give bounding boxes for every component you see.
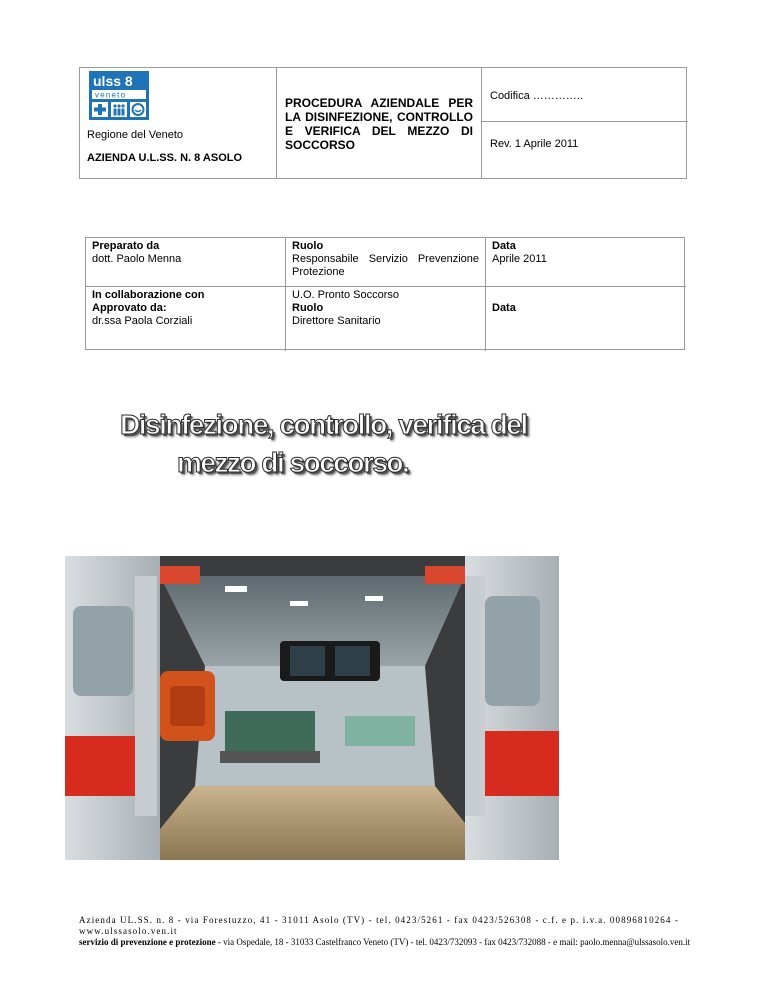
approval-table [85,237,685,350]
footer-line-1: Azienda UL.SS. n. 8 - via Forestuzzo, 41 - 31011 Asolo (TV) - tel. 0423/5261 - fax 0423/526308 - c.f. e p. i.v.a. 00896810264 - [79,915,679,925]
collab-value: U.O. Pronto Soccorso [292,289,399,301]
title-line-1: Disinfezione, controllo, verifica del [120,409,527,440]
region-name: Regione del Veneto [87,129,184,141]
title-line-2: mezzo di soccorso. [177,447,409,478]
footer-line-3 [79,937,759,948]
collab-label: In collaborazione con [92,289,205,301]
approved-name: dr.ssa Paola Corziali [92,315,193,327]
date2-label: Data [492,302,516,314]
header-table [79,67,687,179]
footer-website: www.ulssasolo.ven.it [79,926,178,936]
family-icon [111,102,127,117]
prepared-name: dott. Paolo Menna [92,253,182,265]
date-label: Data [492,240,516,252]
ambulance-interior-photo [65,556,559,860]
role2-label: Ruolo [292,302,324,314]
document-title [120,406,660,482]
footer-service-contacts: - via Ospedale, 18 - 31033 Castelfranco Veneto (TV) - tel. 0423/732093 - fax 0423/732088 - e mail: paolo.menna@ulssasolo.ven.it [215,937,691,947]
azienda-name: AZIENDA U.L.SS. N. 8 ASOLO [87,152,243,164]
codifica-cell [482,68,688,122]
procedure-title: PROCEDURA AZIENDALE PER LA DISINFEZIONE, CONTROLLO E VERIFICA DEL MEZZO DI SOCCORSO [285,96,473,152]
date-value: Aprile 2011 [492,253,547,265]
date-cell [486,238,686,287]
header-middle-cell [277,68,482,178]
role-value: Responsabile Servizio Prevenzione Protezione [292,253,479,278]
plus-icon [92,102,108,117]
approved-label: Approvato da: [92,302,167,314]
footer [79,915,759,948]
role-label: Ruolo [292,240,324,252]
svg-text:veneto: veneto [95,90,127,100]
svg-text:ulss 8: ulss 8 [93,73,133,89]
date2-cell [486,287,686,351]
role-cell [286,238,486,287]
header-right-cell [482,68,688,178]
codifica-label: Codifica ………….. [490,90,583,102]
approved-cell [86,287,286,351]
smile-icon [130,102,146,117]
role2-value: Direttore Sanitario [292,315,381,327]
revision-label: Rev. 1 Aprile 2011 [490,138,579,150]
header-left-cell [80,68,277,178]
role2-cell [286,287,486,351]
prepared-label: Preparato da [92,240,160,252]
prepared-cell [86,238,286,287]
footer-service-name: servizio di prevenzione e protezione [79,937,216,947]
ulss-logo [89,71,149,120]
